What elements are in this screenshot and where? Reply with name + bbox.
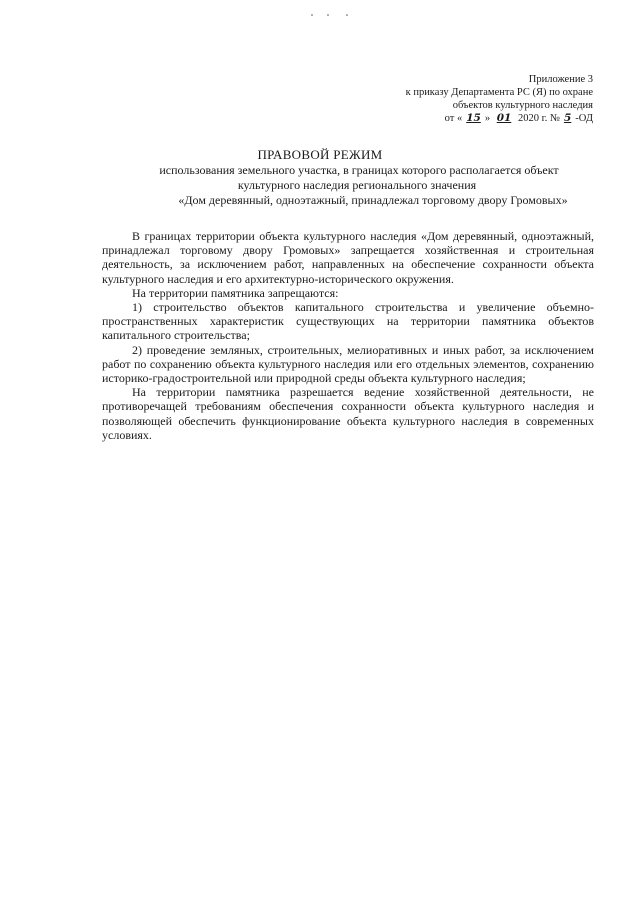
title-subline-3: «Дом деревянный, одноэтажный, принадлежал торговому двору Громовых»: [178, 193, 568, 207]
paragraph-prohibited-item-2: 2) проведение земляных, строительных, мелиоративных и иных работ, за исключением работ по сохранению объекта культурного наследия или его отдельных элементов, сохранению историко-градостроительной или природной среды объекта культурного наследия;: [102, 342, 594, 386]
order-date-line: [406, 112, 593, 125]
order-suffix: -ОД: [575, 113, 593, 124]
paragraph-permitted: На территории памятника разрешается ведение хозяйственной деятельности, не противоречащей требованиям обеспечения сохранности объекта культурного наследия и позволяющей обеспечить функционирование объекта культурного наследия в современных условиях.: [102, 385, 594, 442]
date-month-handwritten: 01: [496, 112, 512, 124]
order-number-handwritten: 5: [563, 112, 572, 124]
order-reference-line2: объектов культурного наследия: [452, 100, 593, 111]
appendix-header: [406, 73, 593, 125]
date-prefix: от «: [444, 113, 463, 124]
date-year: 2020 г. №: [515, 113, 560, 124]
document-title: ПРАВОВОЙ РЕЖИМ: [257, 147, 383, 162]
appendix-number: Приложение 3: [528, 74, 593, 85]
scan-speck-marks: [310, 12, 350, 18]
date-separator: »: [484, 113, 493, 124]
title-block: [0, 147, 640, 208]
paragraph-prohibited-item-1: 1) строительство объектов капитального строительства и увеличение объемно-пространственных характеристик существующих на территории памятника объектов капитального строительства;: [102, 300, 594, 343]
document-body: [102, 229, 594, 442]
title-subline-2: культурного наследия регионального значения: [237, 178, 477, 192]
paragraph-boundaries: В границах территории объекта культурного наследия «Дом деревянный, одноэтажный, принадлежал торговому двору Громовых» запрещается хозяйственная и строительная деятельность, за исключением работ, направленных на обеспечение сохранности объекта культурного наследия и его архитектурно-исторического окружения.: [102, 229, 594, 286]
order-reference-line1: к приказу Департамента РС (Я) по охране: [405, 87, 593, 98]
paragraph-prohibited-intro: На территории памятника запрещаются:: [132, 285, 339, 300]
date-day-handwritten: 15: [466, 112, 481, 124]
title-subline-1: использования земельного участка, в границах которого располагается объект: [159, 163, 559, 177]
